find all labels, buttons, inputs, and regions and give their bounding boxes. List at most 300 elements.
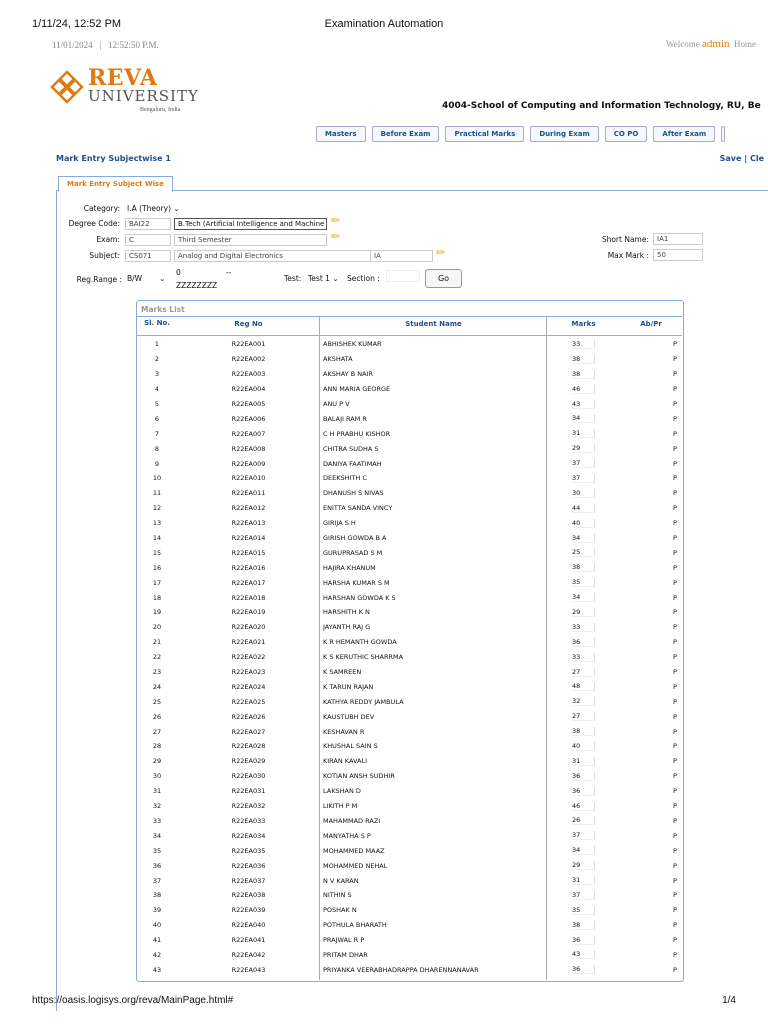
marks-value[interactable]: 34 [572, 534, 595, 543]
welcome-label: Welcome [665, 39, 700, 49]
row-marks-input[interactable] [547, 679, 645, 694]
row-ab-pr[interactable]: P [673, 608, 677, 617]
chevron-down-icon: ⌄ [332, 274, 339, 283]
marks-value[interactable]: 37 [572, 459, 595, 468]
category-value: I.A (Theory) [127, 204, 172, 213]
marks-value[interactable]: 36 [572, 772, 595, 781]
row-student-name: K TARUN RAJAN [323, 682, 374, 691]
table-row [137, 635, 705, 650]
row-student-name: HARSHITH K N [323, 608, 370, 617]
row-marks-input[interactable] [547, 620, 645, 635]
row-reg-no: R22EA026 [231, 712, 266, 721]
table-row [137, 799, 705, 814]
row-reg-no: R22EA031 [231, 787, 266, 796]
row-ab-pr[interactable]: P [673, 802, 677, 811]
marks-value[interactable]: 38 [572, 355, 595, 364]
row-ab-pr[interactable]: P [673, 534, 677, 543]
row-reg-no: R22EA001 [231, 340, 266, 349]
marks-value[interactable]: 36 [572, 936, 595, 945]
marks-value[interactable]: 38 [572, 563, 595, 572]
row-reg-no: R22EA032 [231, 802, 266, 811]
row-student-name: KATHYA REDDY JAMBULA [323, 697, 404, 706]
row-reg-no: R22EA022 [231, 653, 266, 662]
row-ab-pr[interactable]: P [673, 489, 677, 498]
reg-range-select[interactable] [127, 274, 167, 283]
row-marks-input[interactable] [547, 858, 645, 873]
row-student-name: K SAMREEN [323, 668, 362, 677]
marks-value[interactable]: 34 [572, 846, 595, 855]
short-name-field[interactable]: IA1 [653, 233, 703, 245]
row-sl-no: 37 [152, 876, 162, 885]
row-marks-input[interactable] [547, 665, 645, 680]
row-ab-pr[interactable]: P [673, 742, 677, 751]
max-mark-field[interactable]: 50 [653, 249, 703, 261]
row-marks-input[interactable] [547, 948, 645, 963]
print-datetime: 1/11/24, 12:52 PM [32, 18, 122, 30]
table-row [137, 948, 705, 963]
marks-value[interactable]: 40 [572, 742, 595, 751]
row-reg-no: R22EA021 [231, 638, 266, 647]
row-reg-no: R22EA017 [231, 578, 266, 587]
row-marks-input[interactable] [547, 799, 645, 814]
row-marks-input[interactable] [547, 694, 645, 709]
row-marks-input[interactable] [547, 501, 645, 516]
row-marks-input[interactable] [547, 873, 645, 888]
table-row [137, 426, 705, 441]
row-marks-input[interactable] [547, 471, 645, 486]
marks-value[interactable]: 31 [572, 429, 595, 438]
marks-value[interactable]: 38 [572, 921, 595, 930]
row-marks-input[interactable] [547, 709, 645, 724]
row-marks-input[interactable] [547, 962, 645, 977]
row-ab-pr[interactable]: P [673, 891, 677, 900]
row-ab-pr[interactable]: P [673, 429, 677, 438]
degree-code-label: Degree Code: [68, 219, 120, 228]
row-student-name: AKSHAY B NAIR [323, 370, 373, 379]
row-sl-no: 31 [152, 787, 162, 796]
welcome-area [666, 38, 756, 50]
go-button[interactable]: Go [425, 269, 462, 288]
marks-value[interactable]: 37 [572, 891, 595, 900]
row-marks-input[interactable] [547, 367, 645, 382]
row-marks-input[interactable] [547, 590, 645, 605]
row-reg-no: R22EA037 [231, 876, 266, 885]
row-ab-pr[interactable]: P [673, 936, 677, 945]
row-student-name: GIRISH GOWDA B A [323, 534, 387, 543]
row-student-name: ABHISHEK KUMAR [323, 340, 382, 349]
row-reg-no: R22EA018 [231, 593, 266, 602]
marks-value[interactable]: 36 [572, 965, 595, 974]
max-mark-label: Max Mark : [607, 251, 649, 260]
range-from-field[interactable]: 0 [176, 268, 181, 277]
marks-value[interactable]: 48 [572, 682, 595, 691]
row-student-name: AKSHATA [323, 355, 353, 364]
marks-value[interactable]: 35 [572, 906, 595, 915]
row-sl-no: 38 [152, 891, 162, 900]
marks-value[interactable]: 38 [572, 370, 595, 379]
row-marks-input[interactable] [547, 635, 645, 650]
table-row [137, 397, 705, 412]
row-marks-input[interactable] [547, 426, 645, 441]
row-sl-no: 36 [152, 861, 162, 870]
row-ab-pr[interactable]: P [673, 712, 677, 721]
subject-type-field[interactable]: IA [370, 250, 433, 262]
row-ab-pr[interactable]: P [673, 355, 677, 364]
table-row [137, 382, 705, 397]
table-row [137, 411, 705, 426]
marks-value[interactable]: 34 [572, 414, 595, 423]
row-ab-pr[interactable]: P [673, 906, 677, 915]
row-sl-no: 39 [152, 906, 162, 915]
row-reg-no: R22EA014 [231, 534, 266, 543]
row-ab-pr[interactable]: P [673, 593, 677, 602]
logo-name: REVA [88, 65, 158, 91]
row-marks-input[interactable] [547, 843, 645, 858]
section-field[interactable] [386, 270, 420, 282]
marks-value[interactable]: 33 [572, 340, 595, 349]
row-ab-pr[interactable]: P [673, 638, 677, 647]
category-label: Category: [83, 204, 120, 213]
clear-button[interactable]: Cle [749, 154, 764, 163]
row-sl-no: 5 [154, 400, 160, 408]
row-ab-pr[interactable]: P [673, 400, 677, 408]
row-reg-no: R22EA043 [231, 965, 266, 974]
marks-value[interactable]: 26 [572, 816, 595, 825]
row-ab-pr[interactable]: P [673, 950, 677, 959]
marks-value[interactable]: 30 [572, 489, 595, 498]
row-reg-no: R22EA007 [231, 429, 266, 438]
marks-value[interactable]: 25 [572, 548, 595, 557]
row-ab-pr[interactable]: P [673, 504, 677, 513]
table-row [137, 531, 705, 546]
test-label: Test: [284, 274, 302, 283]
subject-name-field[interactable]: Analog and Digital Electronics [174, 250, 372, 262]
row-marks-input[interactable] [547, 382, 645, 397]
table-row [137, 843, 705, 858]
row-ab-pr[interactable]: P [673, 727, 677, 736]
marks-value[interactable]: 29 [572, 444, 595, 453]
marks-value[interactable]: 27 [572, 712, 595, 721]
row-reg-no: R22EA002 [231, 355, 266, 364]
row-marks-input[interactable] [547, 784, 645, 799]
category-select[interactable] [127, 204, 180, 213]
range-dash: -- [226, 268, 232, 277]
row-student-name: LIKITH P M [323, 802, 358, 811]
section-label: Section : [347, 274, 380, 283]
marks-value[interactable]: 35 [572, 578, 595, 587]
row-marks-input[interactable] [547, 531, 645, 546]
row-reg-no: R22EA004 [231, 385, 266, 394]
row-marks-input[interactable] [547, 545, 645, 560]
row-reg-no: R22EA036 [231, 861, 266, 870]
row-marks-input[interactable] [547, 754, 645, 769]
row-marks-input[interactable] [547, 516, 645, 531]
row-ab-pr[interactable]: P [673, 459, 677, 468]
row-ab-pr[interactable]: P [673, 757, 677, 766]
row-student-name: K S KERUTHIC SHARRMA [323, 653, 404, 662]
row-sl-no: 20 [152, 623, 162, 632]
nav-after-exam[interactable]: After Exam [653, 126, 715, 142]
row-reg-no: R22EA019 [231, 608, 266, 617]
col-header-ab-pr: Ab/Pr [640, 320, 662, 328]
row-ab-pr[interactable]: P [673, 653, 677, 662]
subject-label: Subject: [89, 251, 120, 260]
marks-value[interactable]: 36 [572, 638, 595, 647]
marks-table-body [137, 337, 705, 977]
row-student-name: MOHAMMED NEHAL [323, 861, 388, 870]
page-title: Mark Entry Subjectwise 1 [56, 154, 171, 163]
marks-table [137, 337, 705, 977]
marks-value[interactable]: 36 [572, 787, 595, 796]
app-date-time [52, 40, 159, 50]
row-reg-no: R22EA029 [231, 757, 266, 766]
marks-value[interactable]: 33 [572, 623, 595, 632]
row-ab-pr[interactable]: P [673, 385, 677, 394]
row-sl-no: 41 [152, 936, 162, 945]
home-link[interactable]: Home [734, 39, 756, 49]
table-row [137, 784, 705, 799]
row-marks-input[interactable] [547, 575, 645, 590]
table-row [137, 486, 705, 501]
col-header-student-name: Student Name [405, 320, 462, 328]
row-ab-pr[interactable]: P [673, 474, 677, 483]
marks-value[interactable]: 44 [572, 504, 595, 513]
row-ab-pr[interactable]: P [673, 682, 677, 691]
row-reg-no: R22EA027 [231, 727, 266, 736]
row-reg-no: R22EA016 [231, 563, 266, 572]
row-sl-no: 9 [154, 459, 160, 468]
marks-value[interactable]: 27 [572, 668, 595, 677]
marks-value[interactable]: 29 [572, 608, 595, 617]
table-row [137, 888, 705, 903]
row-sl-no: 25 [152, 697, 162, 706]
table-row [137, 441, 705, 456]
row-reg-no: R22EA039 [231, 906, 266, 915]
save-button[interactable]: Save [719, 154, 742, 163]
marks-value[interactable]: 43 [572, 400, 595, 409]
row-ab-pr[interactable]: P [673, 668, 677, 677]
row-ab-pr[interactable]: P [673, 444, 677, 453]
row-sl-no: 14 [152, 534, 162, 543]
date-separator: | [99, 40, 102, 50]
row-student-name: DANIYA FAATIMAH [323, 459, 382, 468]
row-sl-no: 18 [152, 593, 162, 602]
chevron-down-icon: ⌄ [173, 204, 180, 213]
row-student-name: CHITRA SUDHA S [323, 444, 379, 453]
row-sl-no: 6 [154, 414, 160, 423]
row-ab-pr[interactable]: P [673, 563, 677, 572]
row-reg-no: R22EA034 [231, 831, 266, 840]
row-marks-input[interactable] [547, 903, 645, 918]
marks-value[interactable]: 46 [572, 802, 595, 811]
nav-practical-marks[interactable]: Practical Marks [445, 126, 524, 142]
marks-list-rule [137, 316, 682, 317]
row-student-name: KHUSHAL SAIN S [323, 742, 378, 751]
marks-value[interactable]: 37 [572, 831, 595, 840]
row-marks-input[interactable] [547, 814, 645, 829]
user-name[interactable]: admin [702, 38, 730, 50]
marks-value[interactable]: 31 [572, 876, 595, 885]
pencil-icon[interactable]: ✏ [436, 246, 446, 259]
row-marks-input[interactable] [547, 486, 645, 501]
col-header-sl-no: Sl. No. [144, 319, 170, 327]
degree-code-field[interactable]: BAI22 [125, 218, 171, 230]
table-row [137, 679, 705, 694]
row-ab-pr[interactable]: P [673, 578, 677, 587]
marks-list-heading: Marks List [141, 305, 185, 314]
row-marks-input[interactable] [547, 441, 645, 456]
row-student-name: NITHIN S [323, 891, 352, 900]
row-marks-input[interactable] [547, 828, 645, 843]
row-sl-no: 11 [152, 489, 162, 498]
row-sl-no: 42 [152, 950, 162, 959]
row-student-name: ANU P V [323, 400, 350, 408]
pencil-icon[interactable]: ✏ [331, 230, 341, 243]
row-sl-no: 4 [154, 385, 160, 394]
row-reg-no: R22EA033 [231, 816, 266, 825]
row-ab-pr[interactable]: P [673, 519, 677, 528]
marks-value[interactable]: 33 [572, 653, 595, 662]
row-marks-input[interactable] [547, 456, 645, 471]
row-sl-no: 26 [152, 712, 162, 721]
row-reg-no: R22EA030 [231, 772, 266, 781]
table-row [137, 367, 705, 382]
pencil-icon[interactable]: ✏ [331, 214, 341, 227]
row-sl-no: 35 [152, 846, 162, 855]
action-separator: | [744, 154, 748, 163]
table-row [137, 337, 705, 352]
row-ab-pr[interactable]: P [673, 921, 677, 930]
row-student-name: ANN MARIA GEORGE [323, 385, 391, 394]
footer-page-number: 1/4 [722, 995, 736, 1006]
row-reg-no: R22EA040 [231, 921, 266, 930]
row-reg-no: R22EA011 [231, 489, 266, 498]
table-row [137, 560, 705, 575]
row-ab-pr[interactable]: P [673, 340, 677, 349]
row-student-name: C H PRABHU KISHOR [323, 429, 391, 438]
row-marks-input[interactable] [547, 724, 645, 739]
nav-before-exam[interactable]: Before Exam [372, 126, 440, 142]
subject-code-field[interactable]: CS071 [125, 250, 171, 262]
table-row [137, 769, 705, 784]
reva-logo-icon [50, 70, 84, 104]
row-ab-pr[interactable]: P [673, 861, 677, 870]
row-marks-input[interactable] [547, 397, 645, 412]
range-to-field[interactable]: ZZZZZZZZ [176, 281, 218, 290]
row-ab-pr[interactable]: P [673, 831, 677, 840]
table-row [137, 828, 705, 843]
row-ab-pr[interactable]: P [673, 846, 677, 855]
row-ab-pr[interactable]: P [673, 548, 677, 557]
tab-mark-entry-subject-wise[interactable]: Mark Entry Subject Wise [58, 176, 173, 192]
row-reg-no: R22EA013 [231, 519, 266, 528]
exam-name-field[interactable]: Third Semester [174, 234, 327, 246]
row-student-name: JAYANTH RAJ G [323, 623, 371, 632]
row-sl-no: 22 [152, 653, 162, 662]
row-student-name: DEEKSHITH C [323, 474, 367, 483]
row-ab-pr[interactable]: P [673, 816, 677, 825]
row-sl-no: 29 [152, 757, 162, 766]
test-select[interactable] [308, 274, 339, 283]
row-sl-no: 27 [152, 727, 162, 736]
row-marks-input[interactable] [547, 769, 645, 784]
row-student-name: DHANUSH S NIVAS [323, 489, 384, 498]
marks-value[interactable]: 37 [572, 474, 595, 483]
row-reg-no: R22EA023 [231, 668, 266, 677]
marks-value[interactable]: 29 [572, 861, 595, 870]
row-reg-no: R22EA006 [231, 414, 266, 423]
row-reg-no: R22EA025 [231, 697, 266, 706]
row-sl-no: 10 [152, 474, 162, 483]
marks-value[interactable]: 32 [572, 697, 595, 706]
exam-code-field[interactable]: C [125, 234, 171, 246]
row-marks-input[interactable] [547, 933, 645, 948]
row-sl-no: 21 [152, 638, 162, 647]
table-row [137, 501, 705, 516]
marks-value[interactable]: 38 [572, 727, 595, 736]
row-student-name: LAKSHAN D [323, 787, 361, 796]
school-name: 4004-School of Computing and Information Technology, RU, Be [442, 101, 761, 111]
row-sl-no: 12 [152, 504, 162, 513]
nav-during-exam[interactable]: During Exam [530, 126, 598, 142]
row-marks-input[interactable] [547, 337, 645, 352]
row-marks-input[interactable] [547, 411, 645, 426]
table-row [137, 456, 705, 471]
row-reg-no: R22EA012 [231, 504, 266, 513]
row-marks-input[interactable] [547, 605, 645, 620]
table-row [137, 709, 705, 724]
degree-name-field[interactable]: B.Tech (Artificial Intelligence and Machine [174, 218, 327, 230]
table-row [137, 858, 705, 873]
row-student-name: KESHAVAN R [323, 727, 365, 736]
row-reg-no: R22EA035 [231, 846, 266, 855]
row-ab-pr[interactable]: P [673, 876, 677, 885]
table-row [137, 650, 705, 665]
test-value: Test 1 [308, 274, 330, 283]
marks-value[interactable]: 34 [572, 593, 595, 602]
row-student-name: KAUSTUBH DEV [323, 712, 375, 721]
row-reg-no: R22EA015 [231, 548, 266, 557]
row-reg-no: R22EA028 [231, 742, 266, 751]
marks-value[interactable]: 43 [572, 950, 595, 959]
row-marks-input[interactable] [547, 560, 645, 575]
row-marks-input[interactable] [547, 739, 645, 754]
marks-value[interactable]: 46 [572, 385, 595, 394]
row-ab-pr[interactable]: P [673, 623, 677, 632]
row-sl-no: 17 [152, 578, 162, 587]
nav-co-po[interactable]: CO PO [605, 126, 648, 142]
row-marks-input[interactable] [547, 352, 645, 367]
row-ab-pr[interactable]: P [673, 772, 677, 781]
reg-range-value: B/W [127, 274, 143, 283]
nav-more[interactable] [721, 126, 725, 142]
row-student-name: ENITTA SANDA VINCY [323, 504, 393, 513]
row-marks-input[interactable] [547, 918, 645, 933]
row-ab-pr[interactable]: P [673, 370, 677, 379]
row-marks-input[interactable] [547, 888, 645, 903]
marks-value[interactable]: 40 [572, 519, 595, 528]
row-ab-pr[interactable]: P [673, 965, 677, 974]
row-student-name: HARSHA KUMAR S M [323, 578, 390, 587]
marks-value[interactable]: 31 [572, 757, 595, 766]
row-ab-pr[interactable]: P [673, 414, 677, 423]
row-sl-no: 33 [152, 816, 162, 825]
row-sl-no: 2 [154, 355, 160, 364]
nav-masters[interactable]: Masters [316, 126, 366, 142]
row-ab-pr[interactable]: P [673, 787, 677, 796]
row-marks-input[interactable] [547, 650, 645, 665]
row-ab-pr[interactable]: P [673, 697, 677, 706]
